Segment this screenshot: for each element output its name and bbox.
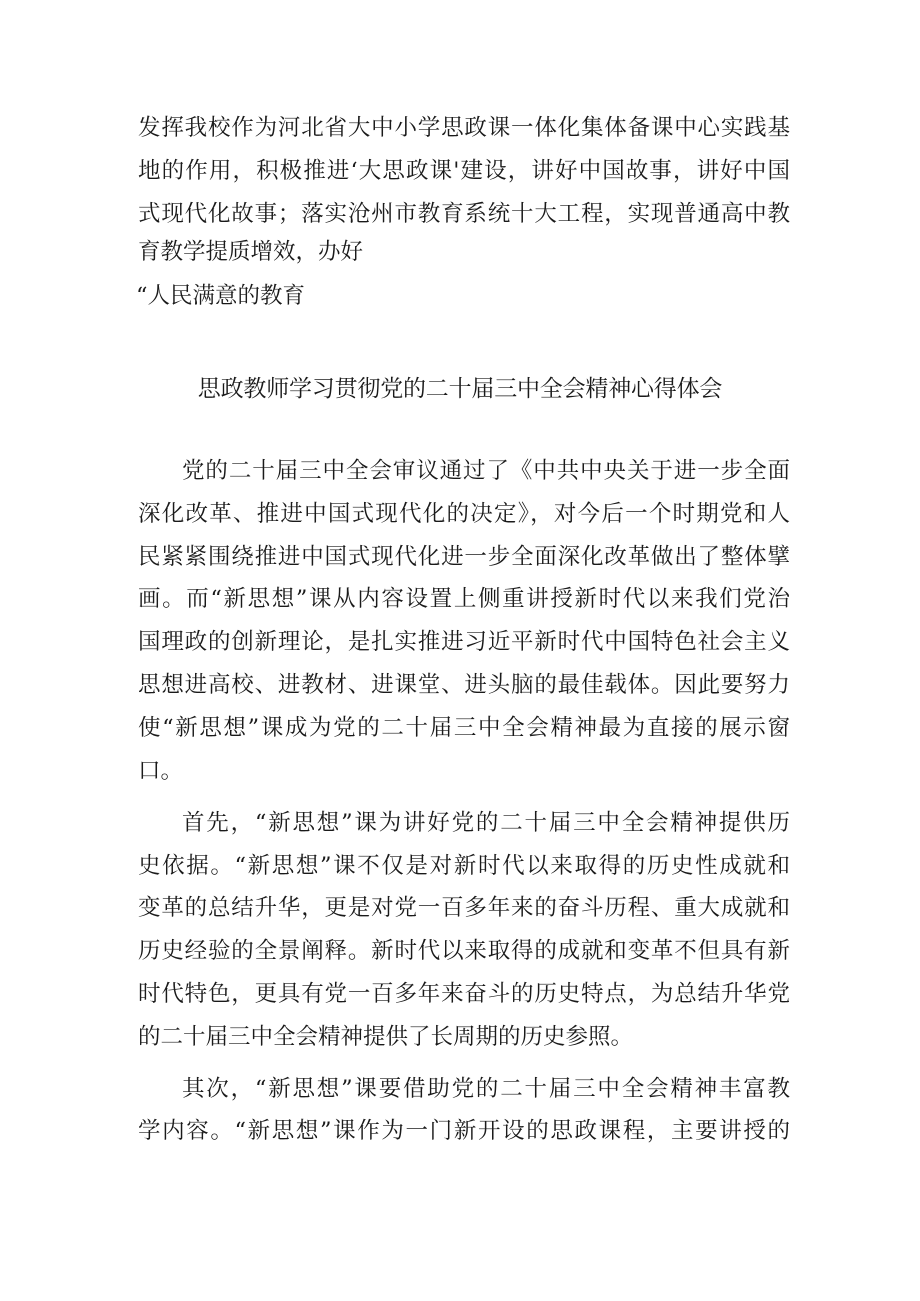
intro-line-5: “人民满意的教育 bbox=[136, 283, 306, 309]
intro-line-4: 育教学提质增效，办好 bbox=[138, 239, 364, 265]
body-line-5: 国理政的创新理论，是扎实推进习近平新时代中国特色社会主义 bbox=[138, 629, 790, 655]
intro-line-3: 式现代化故事；落实沧州市教育系统十大工程，实现普通高中教 bbox=[138, 201, 790, 227]
body-line-15: 其次，“新思想”课要借助党的二十届三中全会精神丰富教 bbox=[182, 1076, 790, 1102]
body-line-14: 的二十届三中全会精神提供了长周期的历史参照。 bbox=[138, 1024, 634, 1050]
intro-line-1: 发挥我校作为河北省大中小学思政课一体化集体备课中心实践基 bbox=[138, 115, 790, 141]
body-line-1: 党的二十届三中全会审议通过了《中共中央关于进一步全面 bbox=[182, 458, 790, 484]
body-line-2: 深化改革、推进中国式现代化的决定》，对今后一个时期党和人 bbox=[138, 501, 790, 527]
body-line-6: 思想进高校、进教材、进课堂、进头脑的最佳载体。因此要努力 bbox=[138, 672, 790, 698]
body-line-7: 使“新思想”课成为党的二十届三中全会精神最为直接的展示窗 bbox=[138, 715, 790, 741]
body-line-16: 学内容。“新思想”课作为一门新开设的思政课程，主要讲授的 bbox=[138, 1118, 790, 1144]
body-line-3: 民紧紧围绕推进中国式现代化进一步全面深化改革做出了整体擘 bbox=[138, 544, 790, 570]
body-line-4: 画。而“新思想”课从内容设置上侧重讲授新时代以来我们党治 bbox=[138, 586, 790, 612]
body-line-9: 首先，“新思想”课为讲好党的二十届三中全会精神提供历 bbox=[182, 810, 790, 836]
body-line-12: 历史经验的全景阐释。新时代以来取得的成就和变革不但具有新 bbox=[138, 938, 790, 964]
intro-line-2: 地的作用，积极推进‘大思政课'建设，讲好中国故事，讲好中国 bbox=[138, 158, 790, 184]
body-line-13: 时代特色，更具有党一百多年来奋斗的历史特点，为总结升华党 bbox=[138, 981, 790, 1007]
body-line-10: 史依据。“新思想”课不仅是对新时代以来取得的历史性成就和 bbox=[138, 853, 790, 879]
body-line-8: 口。 bbox=[138, 758, 184, 784]
body-line-11: 变革的总结升华，更是对党一百多年来的奋斗历程、重大成就和 bbox=[138, 895, 790, 921]
page-title: 思政教师学习贯彻党的二十届三中全会精神心得体会 bbox=[197, 376, 723, 402]
